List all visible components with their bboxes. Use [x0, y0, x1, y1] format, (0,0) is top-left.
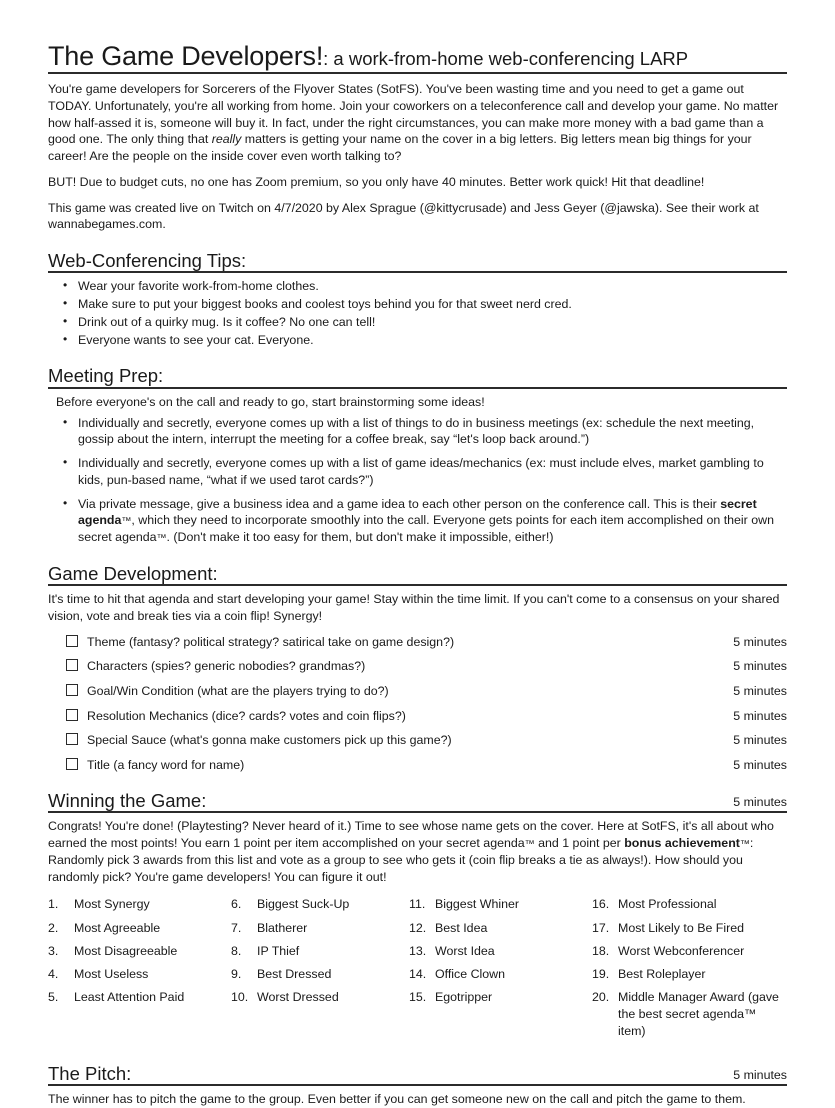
page-subtitle: : a work-from-home web-conferencing LARP — [323, 48, 689, 69]
winning-paragraph — [48, 818, 787, 885]
intro-p1-part1: You're game developers for Sorcerers of the Flyover States (SotFS). You've been wasting time and you need to get a game out TODAY. Unfortunately, you're all working from home. Join your coworkers on a teleconference call and develop your game. No matter how half-assed it is, someone will buy it. In fact, under the right circumstances, you can make more money with a bad game than a good one. The only thing that — [48, 82, 779, 147]
secret-agenda-bold: secret agenda — [78, 496, 757, 528]
checklist-label: Resolution Mechanics (dice? cards? votes and coin flips?) — [87, 708, 406, 723]
bonus-achievement-bold: bonus achievement — [624, 836, 740, 851]
trademark-symbol: ™ — [524, 839, 535, 851]
list-item: • Wear your favorite work-from-home clothes. — [48, 278, 787, 295]
intro-paragraph-3: This game was created live on Twitch on 4/7/2020 by Alex Sprague (@kittycrusade) and Jess Geyer (@jawska). See their work at wannabegames.com. — [48, 200, 759, 232]
award-number: 12. — [409, 920, 427, 935]
award-label: Worst Idea — [435, 943, 495, 958]
checklist-label: Title (a fancy word for name) — [87, 757, 245, 772]
section-header — [48, 250, 787, 273]
meeting-prep-list — [48, 415, 787, 546]
secret-agenda-text-b: , which they need to incorporate smoothly into the call. Everyone gets points for each item accomplished on their own secret agenda — [78, 513, 774, 545]
intro-p1-part2: matters is getting your name on the cover in a big letters. Big letters mean big things for your career! Are the people on the inside cover even worth talking to? — [48, 132, 752, 164]
award-number: 1. — [48, 897, 59, 912]
page-title: The Game Developers! — [48, 41, 324, 71]
award-label: Worst Webconferencer — [618, 943, 745, 958]
section-title-winning: Winning the Game: — [48, 789, 207, 811]
award-item — [231, 896, 409, 913]
checklist-row[interactable] — [48, 658, 787, 674]
trademark-symbol: ™ — [156, 533, 167, 545]
award-label: Best Roleplayer — [618, 967, 706, 982]
checkbox-icon[interactable] — [66, 758, 78, 770]
award-label: Most Useless — [74, 967, 149, 982]
award-number: 17. — [592, 920, 610, 935]
checklist-label: Characters (spies? generic nobodies? grandmas?) — [87, 659, 366, 674]
award-item — [592, 896, 787, 913]
award-number: 16. — [592, 897, 610, 912]
award-number: 10. — [231, 990, 249, 1005]
section-title-pitch: The Pitch: — [48, 1062, 132, 1084]
award-label: Biggest Whiner — [435, 897, 520, 912]
award-label: Most Synergy — [74, 897, 150, 912]
award-label: Least Attention Paid — [74, 990, 185, 1005]
award-label: Biggest Suck-Up — [257, 897, 350, 912]
checklist-row[interactable] — [48, 683, 787, 699]
award-number: 4. — [48, 967, 59, 982]
section-header — [48, 790, 787, 813]
award-item — [409, 966, 592, 983]
award-number: 8. — [231, 943, 242, 958]
award-item — [592, 966, 787, 983]
checkbox-icon[interactable] — [66, 709, 78, 721]
checklist-label: Theme (fantasy? political strategy? satirical take on game design?) — [87, 634, 455, 649]
award-label: Best Dressed — [257, 967, 332, 982]
award-number: 9. — [231, 967, 242, 982]
award-label: Most Likely to Be Fired — [618, 920, 745, 935]
checklist-time: 5 minutes — [733, 659, 787, 674]
section-web-conferencing-tips — [48, 250, 787, 348]
award-label: Best Idea — [435, 920, 488, 935]
award-number: 5. — [48, 990, 59, 1005]
secret-agenda-text-a: Via private message, give a business idea and a game idea to each other person on the conference call. This is their — [78, 496, 721, 511]
intro-p1-italic: really — [211, 132, 242, 147]
award-item — [48, 989, 231, 1039]
award-number: 2. — [48, 920, 59, 935]
trademark-symbol: ™ — [121, 516, 132, 528]
intro-paragraph-1 — [48, 81, 787, 165]
award-item — [592, 920, 787, 937]
section-header — [48, 365, 787, 388]
section-title-game-development: Game Development: — [48, 562, 218, 584]
award-label: Middle Manager Award (gave the best secret agenda™ item) — [618, 990, 779, 1038]
intro-paragraph-2: BUT! Due to budget cuts, no one has Zoom premium, so you only have 40 minutes. Better work quick! Hit that deadline! — [48, 174, 705, 189]
list-item — [48, 496, 787, 546]
list-item: • Everyone wants to see your cat. Everyone. — [48, 332, 787, 349]
award-item — [48, 966, 231, 983]
checklist-label: Goal/Win Condition (what are the players trying to do?) — [87, 683, 389, 698]
award-item — [409, 896, 592, 913]
winning-text-a: Congrats! You're done! (Playtesting? Never heard of it.) Time to see whose name gets on the cover. Here at SotFS, it's all about who earned the most points! You earn 1 point per item accomplished on your secret agenda — [48, 819, 774, 851]
award-item — [231, 989, 409, 1039]
award-label: Most Agreeable — [74, 920, 161, 935]
checklist-time: 5 minutes — [733, 757, 787, 772]
checklist-time: 5 minutes — [733, 683, 787, 698]
checklist-time: 5 minutes — [733, 708, 787, 723]
award-item — [48, 920, 231, 937]
checklist-time: 5 minutes — [733, 634, 787, 649]
section-game-development — [48, 563, 787, 773]
award-number: 14. — [409, 967, 427, 982]
checklist-time: 5 minutes — [733, 733, 787, 748]
trademark-symbol: ™ — [739, 839, 750, 851]
tips-list — [48, 278, 787, 348]
checkbox-icon[interactable] — [66, 733, 78, 745]
checkbox-icon[interactable] — [66, 659, 78, 671]
award-number: 20. — [592, 990, 610, 1005]
award-item — [231, 943, 409, 960]
section-time-pitch: 5 minutes — [733, 1067, 787, 1082]
secret-agenda-text-c: . (Don't make it too easy for them, but don't make it impossible, either!) — [166, 530, 554, 545]
award-label: IP Thief — [257, 943, 300, 958]
checklist-row[interactable] — [48, 757, 787, 773]
award-label: Office Clown — [435, 967, 506, 982]
award-item — [231, 920, 409, 937]
award-number: 6. — [231, 897, 242, 912]
section-meeting-prep — [48, 365, 787, 545]
section-title-meeting-prep: Meeting Prep: — [48, 365, 164, 387]
award-number: 18. — [592, 943, 610, 958]
award-label: Most Professional — [618, 897, 717, 912]
section-time-winning: 5 minutes — [733, 794, 787, 809]
winning-text-c: : Randomly pick 3 awards from this list and vote as a group to see who gets it (coin flip breaks a tie as always!). How should you randomly pick? You're game developers! You can figure it out! — [48, 836, 754, 884]
game-development-checklist — [48, 634, 787, 773]
award-item — [409, 989, 592, 1039]
award-item — [48, 896, 231, 913]
checklist-label: Special Sauce (what's gonna make customers pick up this game?) — [87, 733, 452, 748]
award-number: 13. — [409, 943, 427, 958]
pitch-paragraph: The winner has to pitch the game to the group. Even better if you can get someone new on the call and pitch the game to them. — [48, 1092, 746, 1107]
award-number: 7. — [231, 920, 242, 935]
award-label: Blatherer — [257, 920, 308, 935]
section-header — [48, 1063, 787, 1086]
winning-text-b: and 1 point per — [534, 836, 625, 851]
awards-grid — [48, 896, 787, 1046]
section-winning-the-game — [48, 790, 787, 1046]
award-item — [231, 966, 409, 983]
award-number: 3. — [48, 943, 59, 958]
list-item: • Make sure to put your biggest books and coolest toys behind you for that sweet nerd cred. — [48, 296, 787, 313]
award-number: 15. — [409, 990, 427, 1005]
section-the-pitch — [48, 1063, 787, 1108]
section-header — [48, 563, 787, 586]
checkbox-icon[interactable] — [66, 684, 78, 696]
award-item — [409, 943, 592, 960]
document-title-block — [48, 42, 787, 74]
game-development-intro: It's time to hit that agenda and start developing your game! Stay within the time limit. If you can't come to a consensus on your shared vision, vote and break ties via a coin flip! Synergy! — [48, 592, 780, 623]
award-number: 19. — [592, 967, 610, 982]
award-item — [409, 920, 592, 937]
award-label: Most Disagreeable — [74, 943, 178, 958]
checklist-row[interactable] — [48, 708, 787, 724]
meeting-prep-intro: Before everyone's on the call and ready to go, start brainstorming some ideas! — [56, 394, 485, 409]
checkbox-icon[interactable] — [66, 635, 78, 647]
award-label: Egotripper — [435, 990, 493, 1005]
list-item: • Drink out of a quirky mug. Is it coffee? No one can tell! — [48, 314, 787, 331]
list-item: • Individually and secretly, everyone comes up with a list of things to do in business meetings (ex: schedule the next meeting, gossip about the intern, interrupt the meeting for a coffee break, say “let's loop back around.”) — [48, 415, 787, 448]
section-title-tips: Web-Conferencing Tips: — [48, 250, 247, 272]
award-label: Worst Dressed — [257, 990, 339, 1005]
award-item — [592, 943, 787, 960]
list-item: • Individually and secretly, everyone comes up with a list of game ideas/mechanics (ex: must include elves, market gambling to kids, pun-based name, “what if we used tarot cards?”) — [48, 455, 787, 488]
checklist-row[interactable] — [48, 634, 787, 650]
award-item — [48, 943, 231, 960]
award-number: 11. — [409, 897, 426, 912]
award-item — [592, 989, 787, 1039]
checklist-row[interactable] — [48, 732, 787, 748]
